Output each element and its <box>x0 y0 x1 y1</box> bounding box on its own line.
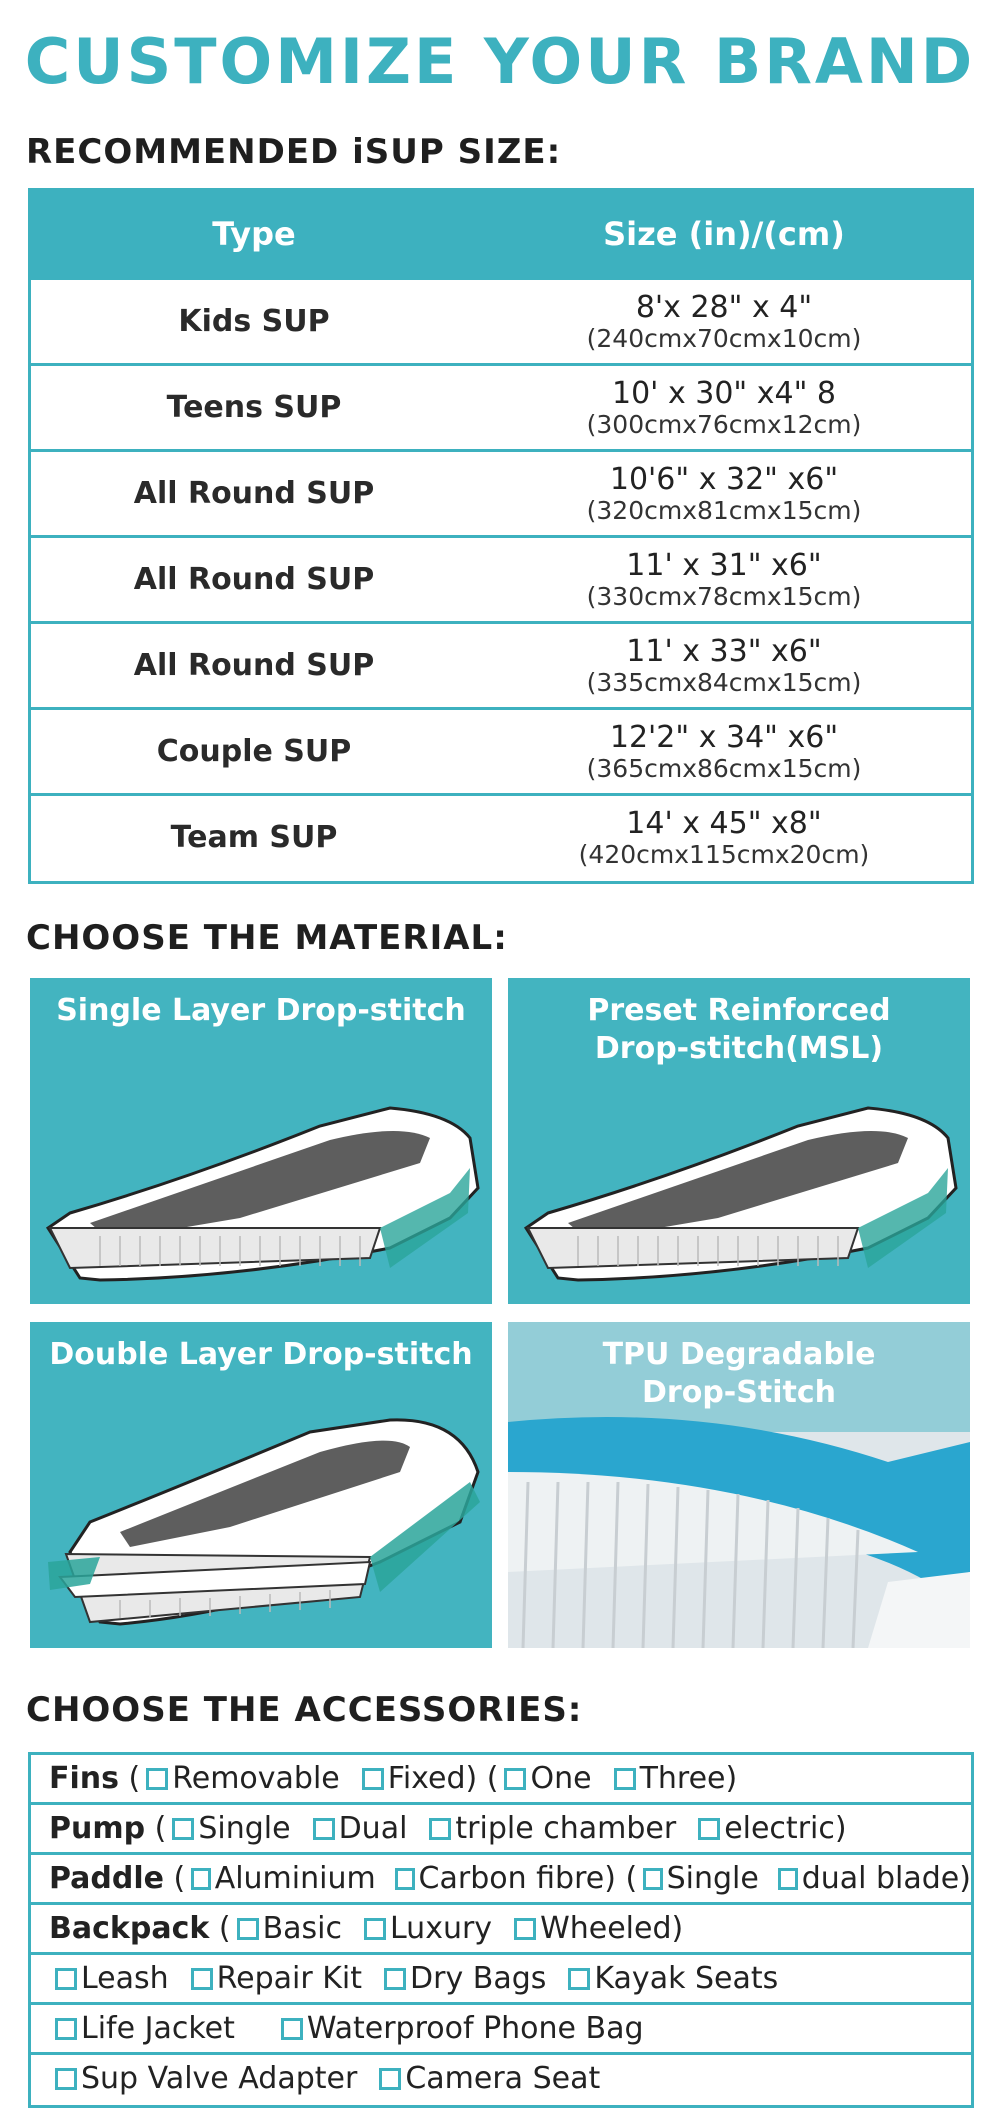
pump-row: Pump ( Single Dual triple chamber electric ) <box>31 1802 971 1852</box>
option-label: Leash <box>81 1961 169 1996</box>
option-label: Life Jacket <box>81 2011 235 2046</box>
checkbox[interactable] <box>281 2018 303 2040</box>
row-type: Kids SUP <box>178 304 330 339</box>
checkbox[interactable] <box>429 1818 451 1840</box>
row-type: Team SUP <box>170 820 338 855</box>
checkbox[interactable] <box>384 1968 406 1990</box>
size-section-heading: RECOMMENDED iSUP SIZE: <box>26 132 562 172</box>
material-label: Double Layer Drop-stitch <box>49 1337 473 1372</box>
row-size <box>477 377 971 439</box>
checkbox[interactable] <box>191 1968 213 1990</box>
row-size <box>477 635 971 697</box>
material-card-tpu-degradable[interactable] <box>508 1322 970 1648</box>
checkbox[interactable] <box>313 1818 335 1840</box>
row-type: All Round SUP <box>133 562 375 597</box>
option-label: Aluminium <box>214 1861 376 1896</box>
row-size <box>477 721 971 783</box>
row-type: Couple SUP <box>156 734 352 769</box>
size-inches: 10' x 30" x4" 8 <box>611 375 837 411</box>
column-header-size: Size (in)/(cm) <box>603 215 845 253</box>
size-cm: (420cmx115cmx20cm) <box>578 839 870 869</box>
option-label: Luxury <box>390 1911 493 1946</box>
option-label: Sup Valve Adapter <box>81 2061 358 2096</box>
paddle-row: Paddle ( Aluminium Carbon fibre ) ( Single dual blade ) <box>31 1852 971 1902</box>
option-label: Removable <box>172 1761 340 1796</box>
option-label: Three <box>639 1761 726 1796</box>
option-label: Camera Seat <box>405 2061 601 2096</box>
row-size <box>477 549 971 611</box>
checkbox[interactable] <box>614 1768 636 1790</box>
extras-row-2 <box>31 2002 971 2052</box>
row-type: All Round SUP <box>133 476 375 511</box>
row-type: Teens SUP <box>166 390 342 425</box>
option-label: Repair Kit <box>216 1961 363 1996</box>
option-label: One <box>530 1761 592 1796</box>
table-row <box>31 793 971 879</box>
row-size <box>477 463 971 525</box>
material-section-heading: CHOOSE THE MATERIAL: <box>26 918 508 958</box>
backpack-label: Backpack <box>49 1911 210 1946</box>
checkbox[interactable] <box>237 1918 259 1940</box>
page-title: CUSTOMIZE YOUR BRAND <box>24 25 976 98</box>
option-label: Single <box>666 1861 759 1896</box>
checkbox[interactable] <box>568 1968 590 1990</box>
checkbox[interactable] <box>504 1768 526 1790</box>
table-row <box>31 363 971 449</box>
extras-row-3 <box>31 2052 971 2102</box>
size-cm: (240cmx70cmx10cm) <box>586 323 862 353</box>
option-label: Basic <box>262 1911 342 1946</box>
size-cm: (320cmx81cmx15cm) <box>586 495 862 525</box>
size-inches: 8'x 28" x 4" <box>635 289 813 325</box>
checkbox[interactable] <box>643 1868 662 1890</box>
row-type: All Round SUP <box>133 648 375 683</box>
backpack-row: Backpack ( Basic Luxury Wheeled ) <box>31 1902 971 1952</box>
table-row <box>31 707 971 793</box>
checkbox[interactable] <box>379 2068 401 2090</box>
checkbox[interactable] <box>514 1918 536 1940</box>
checkbox[interactable] <box>55 2068 77 2090</box>
material-label: Single Layer Drop-stitch <box>56 993 466 1028</box>
option-label: Waterproof Phone Bag <box>306 2011 644 2046</box>
option-label: dual blade <box>801 1861 960 1896</box>
column-header-type: Type <box>212 215 296 253</box>
checkbox[interactable] <box>778 1868 797 1890</box>
option-label: Wheeled <box>540 1911 672 1946</box>
checkbox[interactable] <box>395 1868 414 1890</box>
paddle-label: Paddle <box>49 1861 165 1896</box>
option-label: Carbon fibre <box>418 1861 605 1896</box>
checkbox[interactable] <box>698 1818 720 1840</box>
size-inches: 11' x 33" x6" <box>626 633 822 669</box>
checkbox[interactable] <box>191 1868 210 1890</box>
checkbox[interactable] <box>146 1768 168 1790</box>
option-label: electric <box>724 1811 835 1846</box>
option-label: Fixed <box>387 1761 466 1796</box>
material-card-preset-reinforced[interactable] <box>508 978 970 1304</box>
fins-label: Fins <box>49 1761 119 1796</box>
option-label: Dual <box>338 1811 408 1846</box>
option-label: triple chamber <box>455 1811 677 1846</box>
size-inches: 12'2" x 34" x6" <box>609 719 839 755</box>
checkbox[interactable] <box>364 1918 386 1940</box>
size-table-header <box>31 191 971 277</box>
material-label: Preset Reinforced Drop-stitch(MSL) <box>587 993 891 1066</box>
material-card-double-layer[interactable] <box>30 1322 492 1648</box>
row-size <box>477 291 971 353</box>
size-cm: (300cmx76cmx12cm) <box>586 409 862 439</box>
accessories-section-heading: CHOOSE THE ACCESSORIES: <box>26 1690 583 1730</box>
size-inches: 14' x 45" x8" <box>626 805 822 841</box>
row-size <box>477 807 971 869</box>
size-cm: (330cmx78cmx15cm) <box>586 581 862 611</box>
table-row <box>31 535 971 621</box>
material-card-single-layer[interactable] <box>30 978 492 1304</box>
checkbox[interactable] <box>55 1968 77 1990</box>
checkbox[interactable] <box>362 1768 384 1790</box>
option-label: Kayak Seats <box>594 1961 779 1996</box>
option-label: Dry Bags <box>410 1961 547 1996</box>
pump-label: Pump <box>49 1811 146 1846</box>
size-table <box>28 188 974 884</box>
size-inches: 10'6" x 32" x6" <box>609 461 839 497</box>
checkbox[interactable] <box>55 2018 77 2040</box>
option-label: Single <box>198 1811 291 1846</box>
extras-row-1 <box>31 1952 971 2002</box>
size-inches: 11' x 31" x6" <box>626 547 822 583</box>
material-label: TPU Degradable Drop-Stitch <box>602 1337 876 1410</box>
table-row <box>31 621 971 707</box>
size-cm: (335cmx84cmx15cm) <box>586 667 862 697</box>
size-cm: (365cmx86cmx15cm) <box>586 753 862 783</box>
accessories-table <box>28 1752 974 2108</box>
table-row <box>31 449 971 535</box>
fins-row: Fins ( Removable Fixed ) ( One Three ) <box>49 1761 738 1796</box>
table-row <box>31 277 971 363</box>
checkbox[interactable] <box>172 1818 194 1840</box>
